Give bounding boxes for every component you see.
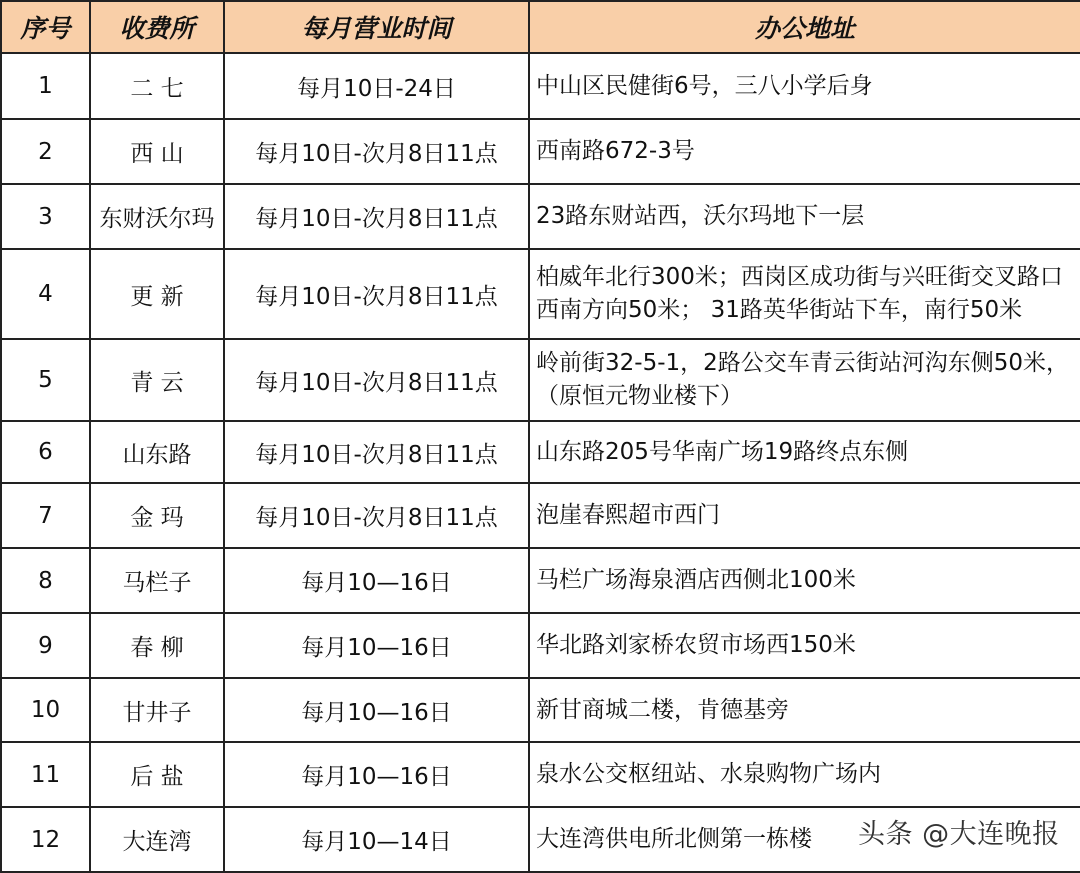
row-address: 中山区民健街6号，三八小学后身: [529, 53, 1080, 119]
table-row: [1, 613, 1080, 678]
row-no: 1: [1, 53, 90, 119]
row-office: 甘井子: [90, 678, 224, 742]
row-address: 西南路672-3号: [529, 119, 1080, 184]
row-office: 马栏子: [90, 548, 224, 613]
header-no: 序号: [1, 1, 90, 53]
row-office: 春 柳: [90, 613, 224, 678]
watermark-text: 头条 @大连晚报: [858, 819, 1060, 850]
row-address: 新甘商城二楼，肯德基旁: [529, 678, 1080, 742]
row-hours: 每月10日-次月8日11点: [224, 483, 529, 548]
table-header-row: [1, 1, 1080, 53]
row-address: 岭前街32-5-1，2路公交车青云街站河沟东侧50米， （原恒元物业楼下）: [529, 339, 1080, 421]
row-hours: 每月10—14日: [224, 807, 529, 872]
row-no: 9: [1, 613, 90, 678]
row-no: 11: [1, 742, 90, 807]
row-office: 青 云: [90, 339, 224, 421]
row-office: 山东路: [90, 421, 224, 483]
row-no: 4: [1, 249, 90, 339]
row-no: 7: [1, 483, 90, 548]
row-address: 大连湾供电所北侧第一栋楼: [529, 807, 1080, 872]
row-hours: 每月10日-次月8日11点: [224, 119, 529, 184]
row-office: 二 七: [90, 53, 224, 119]
row-no: 5: [1, 339, 90, 421]
row-hours: 每月10日-次月8日11点: [224, 249, 529, 339]
row-address: 马栏广场海泉酒店西侧北100米: [529, 548, 1080, 613]
row-no: 3: [1, 184, 90, 249]
row-address: 柏威年北行300米；西岗区成功街与兴旺街交叉路口 西南方向50米； 31路英华街站下车，南行50米: [529, 249, 1080, 339]
table-row: [1, 548, 1080, 613]
row-office: 更 新: [90, 249, 224, 339]
row-no: 12: [1, 807, 90, 872]
row-hours: 每月10日-24日: [224, 53, 529, 119]
table-row: [1, 249, 1080, 339]
table-row: [1, 53, 1080, 119]
table-row: [1, 421, 1080, 483]
row-address: 华北路刘家桥农贸市场西150米: [529, 613, 1080, 678]
row-no: 2: [1, 119, 90, 184]
row-office: 后 盐: [90, 742, 224, 807]
header-address: 办公地址: [529, 1, 1080, 53]
row-hours: 每月10—16日: [224, 548, 529, 613]
header-hours: 每月营业时间: [224, 1, 529, 53]
row-hours: 每月10—16日: [224, 678, 529, 742]
row-office: 西 山: [90, 119, 224, 184]
row-office: 金 玛: [90, 483, 224, 548]
table-row: [1, 119, 1080, 184]
row-address: 山东路205号华南广场19路终点东侧: [529, 421, 1080, 483]
row-address: 泡崖春熙超市西门: [529, 483, 1080, 548]
row-no: 8: [1, 548, 90, 613]
row-no: 6: [1, 421, 90, 483]
row-office: 大连湾: [90, 807, 224, 872]
header-office: 收费所: [90, 1, 224, 53]
table-row: [1, 678, 1080, 742]
row-hours: 每月10日-次月8日11点: [224, 184, 529, 249]
table-row: [1, 483, 1080, 548]
row-address: 泉水公交枢纽站、水泉购物广场内: [529, 742, 1080, 807]
row-hours: 每月10—16日: [224, 742, 529, 807]
row-hours: 每月10日-次月8日11点: [224, 421, 529, 483]
row-no: 10: [1, 678, 90, 742]
row-office: 东财沃尔玛: [90, 184, 224, 249]
table-row: [1, 184, 1080, 249]
table-row: [1, 742, 1080, 807]
table-row: [1, 339, 1080, 421]
row-address: 23路东财站西，沃尔玛地下一层: [529, 184, 1080, 249]
row-hours: 每月10—16日: [224, 613, 529, 678]
row-hours: 每月10日-次月8日11点: [224, 339, 529, 421]
